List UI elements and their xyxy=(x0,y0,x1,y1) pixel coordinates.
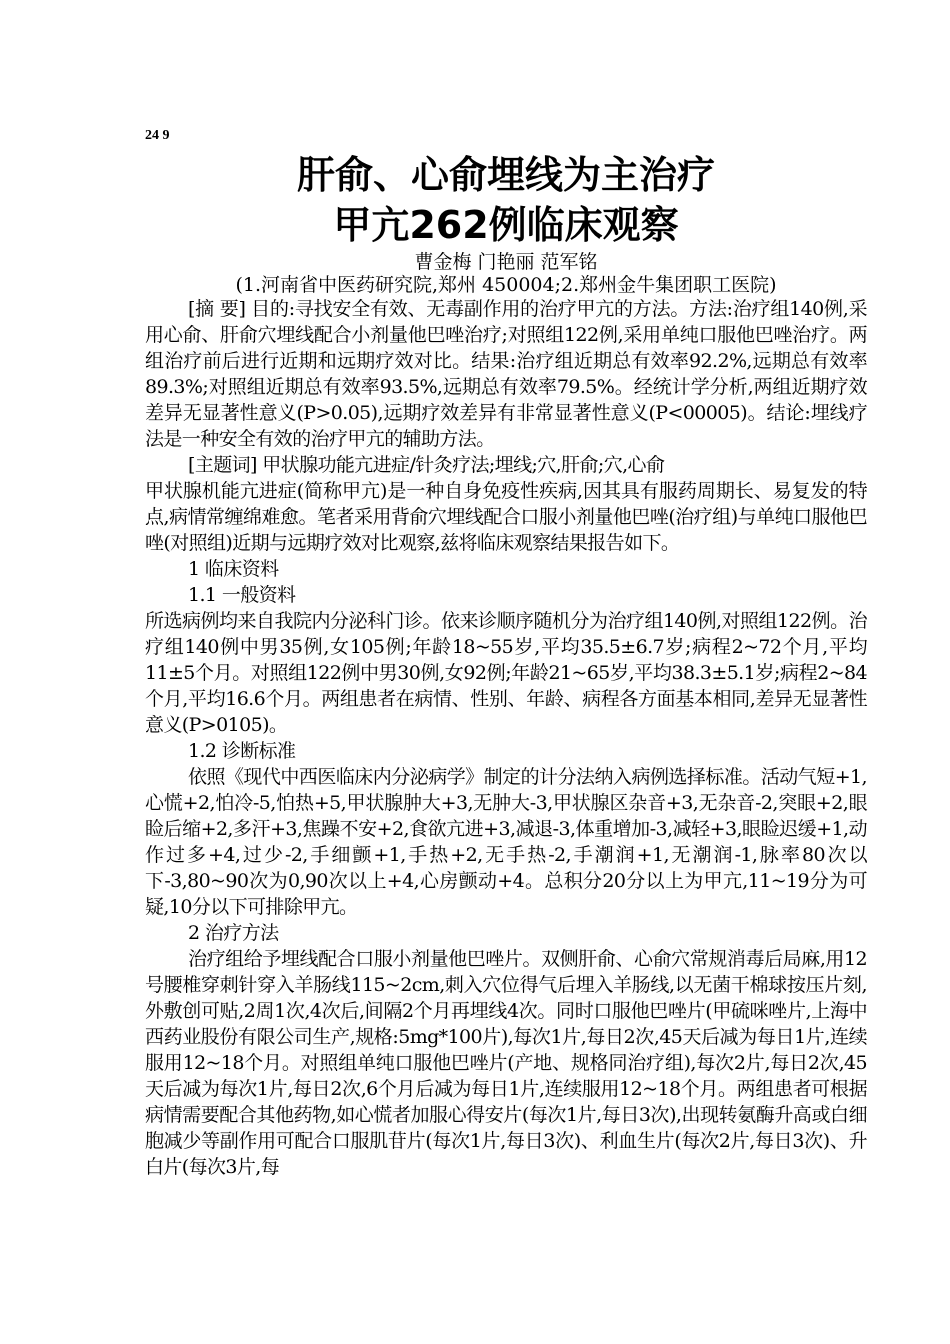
general-data-paragraph: 所选病例均来自我院内分泌科门诊。依来诊顺序随机分为治疗组140例,对照组122例。治疗组140例中男35例,女105例;年龄18~55岁,平均35.5±6.7岁;病程2~72个月,平均11±5个月。对照组122例中男30例,女92例;年龄21~65岁,平均38.3±5.1岁;病程2~84个月,平均16.6个月。两组患者在病情、性别、年龄、病程各方面基本相同,差异无显著性意义(P>0105)。 xyxy=(145,610,867,736)
issue-number: 24 9 xyxy=(145,128,170,143)
section-heading-1-1: 1.1 一般资料 xyxy=(188,584,296,606)
title-line-2: 甲亢262例临床观察 xyxy=(333,203,679,247)
keywords-paragraph: [主题词] 甲状腺功能亢进症/针灸疗法;埋线;穴,肝俞;穴,心俞 xyxy=(188,454,665,476)
authors: 曹金梅 门艳丽 范军铭 xyxy=(414,251,598,273)
affiliation: (1.河南省中医药研究院,郑州 450004;2.郑州金牛集团职工医院) xyxy=(235,274,777,296)
abstract-paragraph: [摘 要] 目的:寻找安全有效、无毒副作用的治疗甲亢的方法。方法:治疗组140例,采用心俞、肝俞穴埋线配合小剂量他巴唑治疗;对照组122例,采用单纯口服他巴唑治疗。两组治疗前后进行近期和远期疗效对比。结果:治疗组近期总有效率92.2%,远期总有效率89.3%;对照组近期总有效率93.5%,远期总有效率79.5%。经统计学分析,两组近期疗效差异无显著性意义(P>0.05),远期疗效差异有非常显著性意义(P<00005)。结论:埋线疗法是一种安全有效的治疗甲亢的辅助方法。 xyxy=(145,298,867,450)
intro-paragraph: 甲状腺机能亢进症(简称甲亢)是一种自身免疫性疾病,因其具有服药周期长、易复发的特点,病情常缠绵难愈。笔者采用背俞穴埋线配合口服小剂量他巴唑(治疗组)与单纯口服他巴唑(对照组)近期与远期疗效对比观察,兹将临床观察结果报告如下。 xyxy=(145,480,867,554)
diagnosis-paragraph: 依照《现代中西医临床内分泌病学》制定的计分法纳入病例选择标准。活动气短+1,心慌+2,怕冷-5,怕热+5,甲状腺肿大+3,无肿大-3,甲状腺区杂音+3,无杂音-2,突眼+2,眼睑后缩+2,多汗+3,焦躁不安+2,食欲亢进+3,减退-3,体重增加-3,减轻+3,眼睑迟缓+1,动作过多+4,过少-2,手细颤+1,手热+2,无手热-2,手潮润+1,无潮润-1,脉率80次以下-3,80~90次为0,90次以上+4,心房颤动+4。总积分20分以上为甲亢,11~19分为可疑,10分以下可排除甲亢。 xyxy=(145,766,867,918)
title-line-1: 肝俞、心俞埋线为主治疗 xyxy=(296,153,715,197)
section-heading-1-2: 1.2 诊断标准 xyxy=(188,740,296,762)
section-heading-2: 2 治疗方法 xyxy=(188,922,279,944)
treatment-paragraph: 治疗组给予埋线配合口服小剂量他巴唑片。双侧肝俞、心俞穴常规消毒后局麻,用12号腰椎穿刺针穿入羊肠线115~2cm,刺入穴位得气后埋入羊肠线,以无菌干棉球按压片刻,外敷创可贴,2周1次,4次后,间隔2个月再埋线4次。同时口服他巴唑片(甲硫咪唑片,上海中西药业股份有限公司生产,规格:5mg*100片),每次1片,每日2次,45天后减为每日1片,连续服用12~18个月。对照组单纯口服他巴唑片(产地、规格同治疗组),每次2片,每日2次,45天后减为每次1片,每日2次,6个月后减为每日1片,连续服用12~18个月。两组患者可根据病情需要配合其他药物,如心慌者加服心得安片(每次1片,每日3次),出现转氨酶升高或白细胞减少等副作用可配合口服肌苷片(每次1片,每日3次)、利血生片(每次2片,每日3次)、升白片(每次3片,每 xyxy=(145,948,867,1178)
article-body xyxy=(145,296,867,1180)
section-heading-1: 1 临床资料 xyxy=(188,558,279,580)
